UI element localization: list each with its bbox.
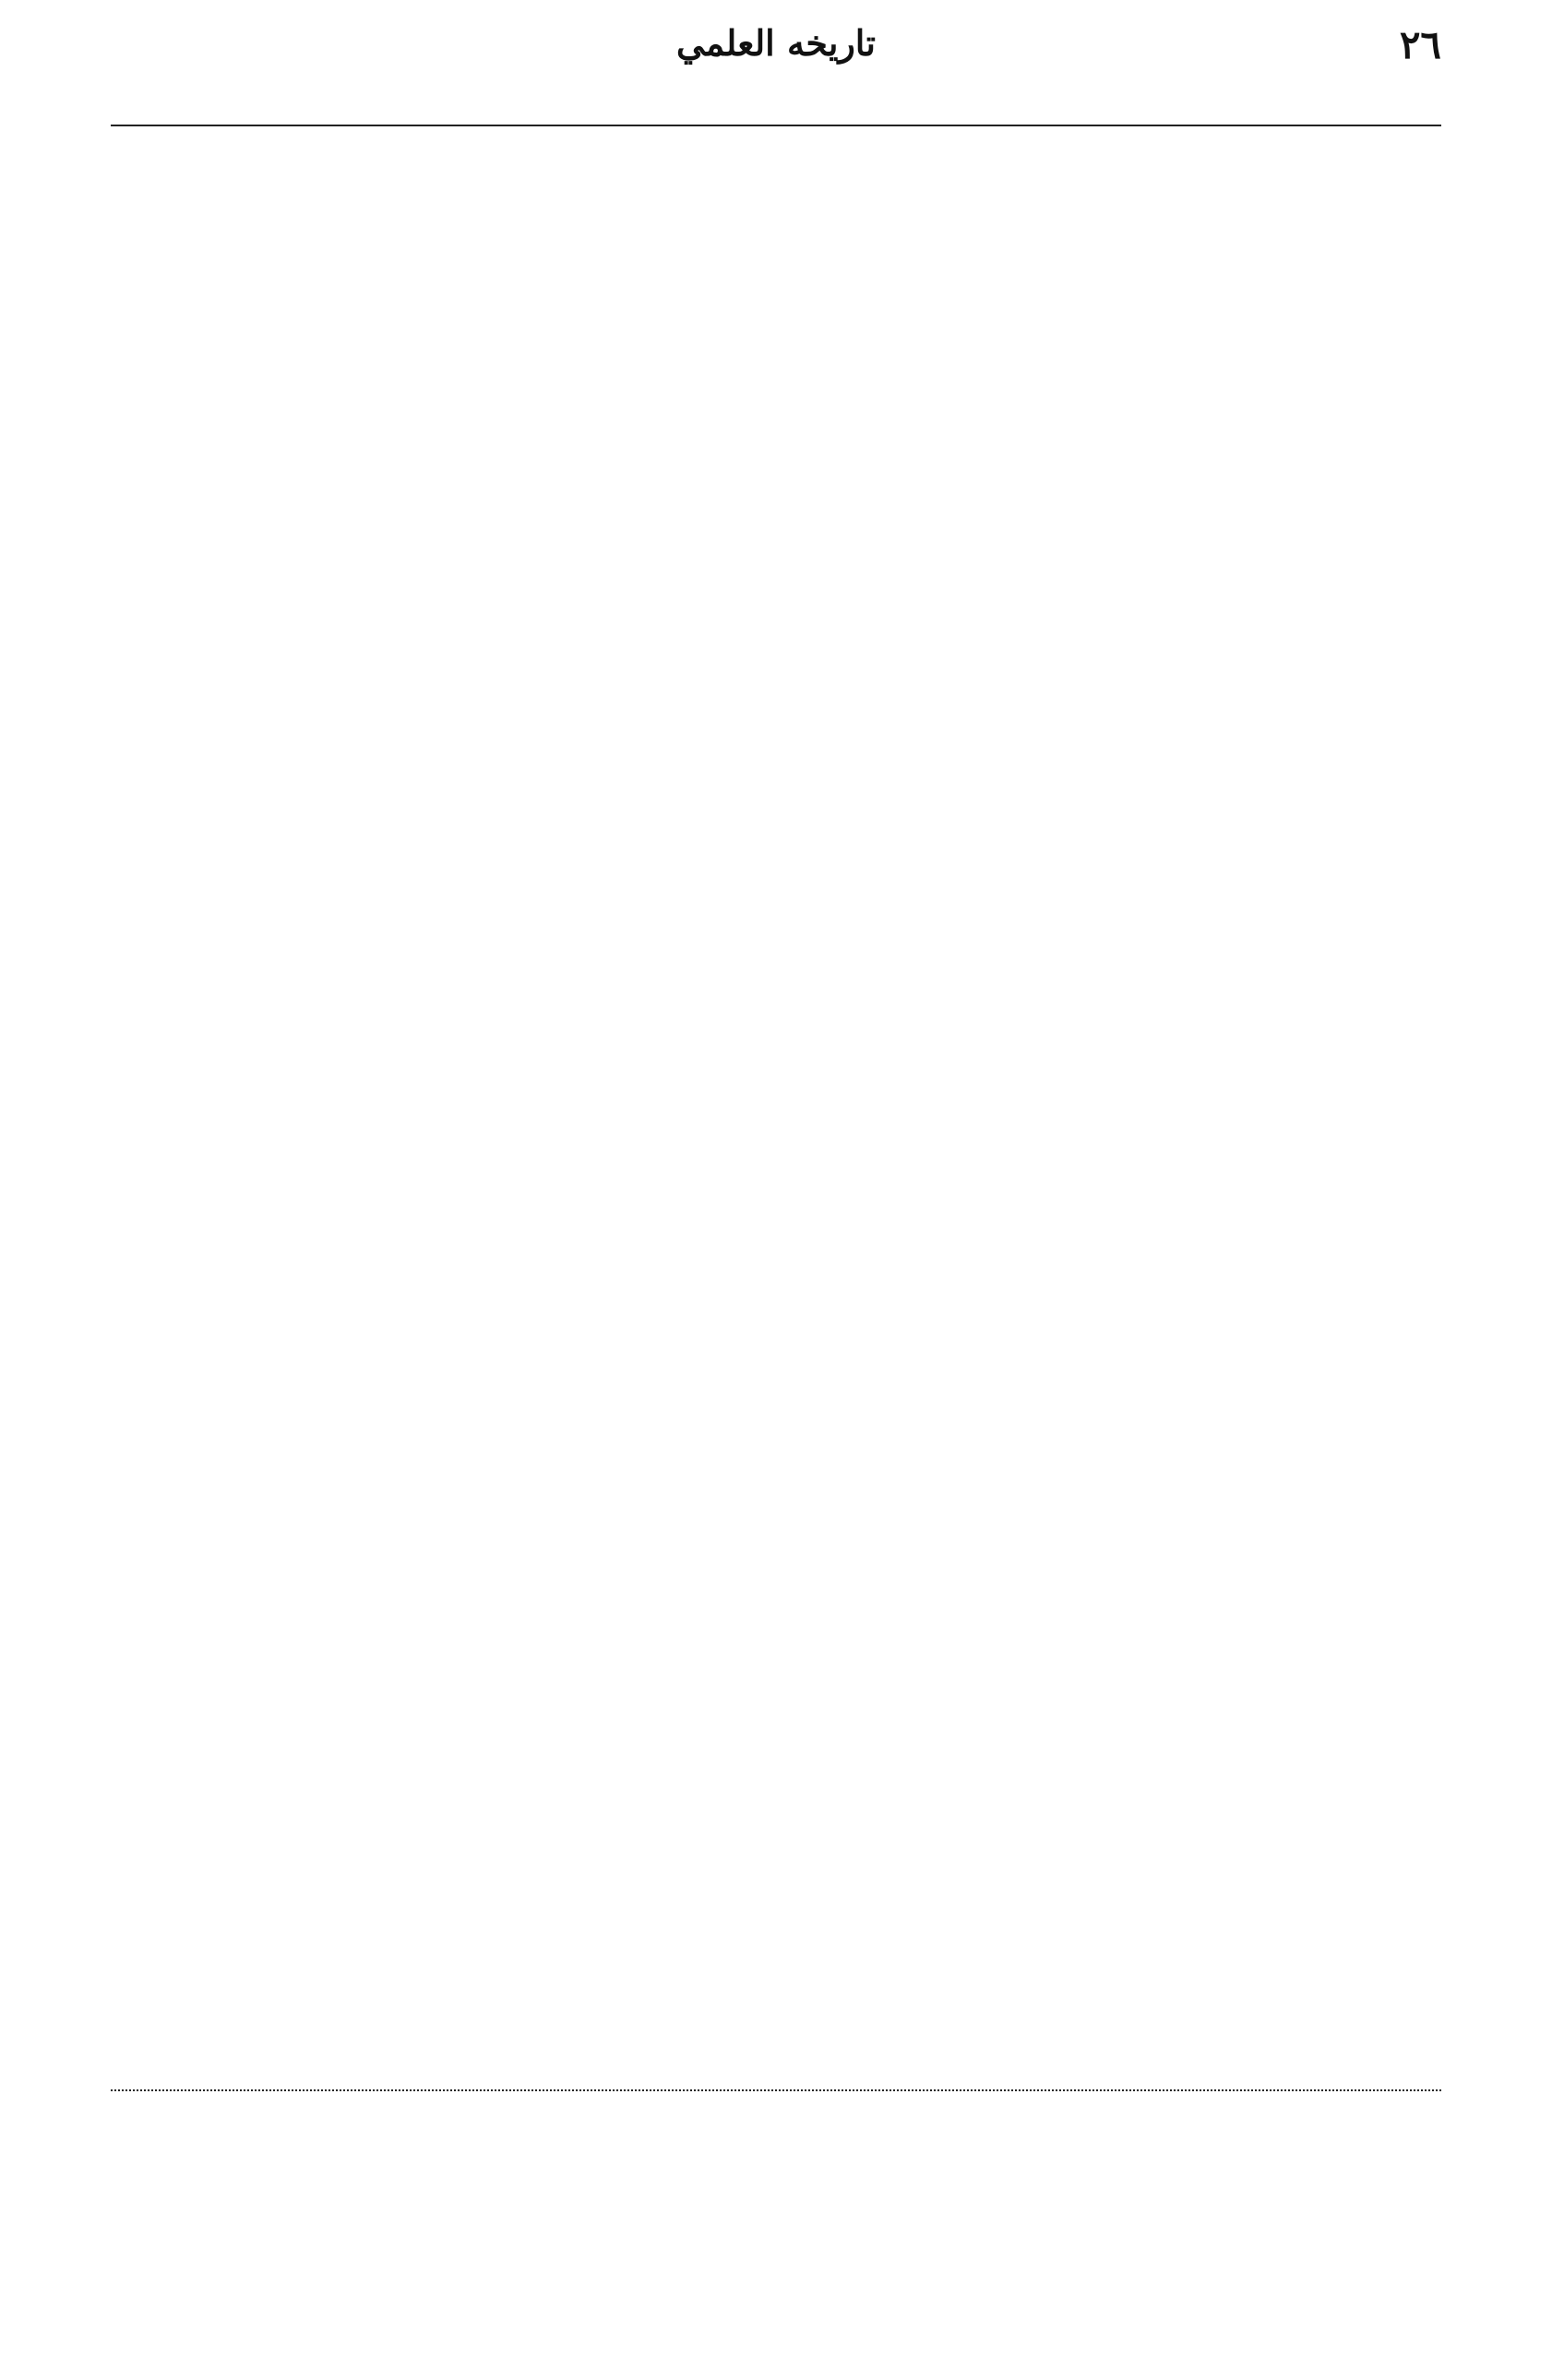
running-head: تاريخه العلمي [676, 22, 876, 64]
body-paragraph [111, 168, 1441, 169]
footnote-rule [111, 2089, 1441, 2091]
page-body [111, 152, 1441, 169]
page-number: ٢٦ [1399, 22, 1441, 67]
header-rule [111, 125, 1441, 126]
page-header [111, 22, 1441, 124]
